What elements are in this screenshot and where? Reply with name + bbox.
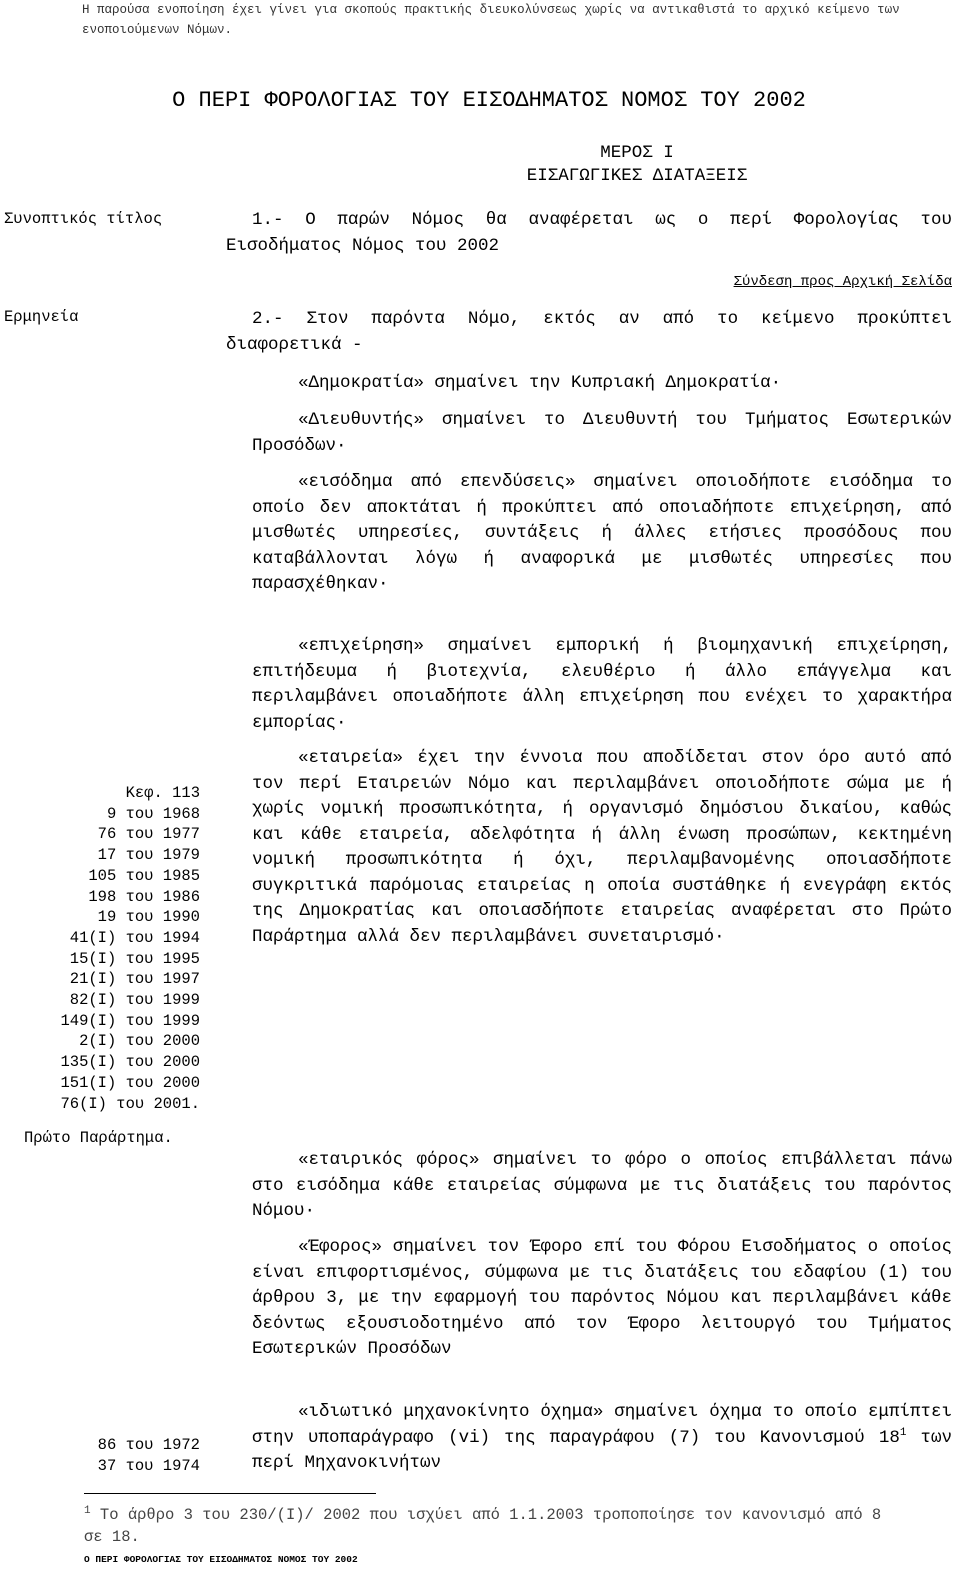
law-reference: 135(Ι) του 2000	[60, 1053, 200, 1072]
law-reference: 105 του 1985	[88, 866, 200, 885]
footnote	[84, 1500, 884, 1548]
law-reference: 41(Ι) του 1994	[69, 928, 200, 947]
law-reference: 198 του 1986	[88, 887, 200, 906]
law-reference: 76 του 1977	[97, 825, 200, 844]
page-footer: Ο ΠΕΡΙ ΦΟΡΟΛΟΓΙΑΣ ΤΟΥ ΕΙΣΟΔΗΜΑΤΟΣ ΝΟΜΟΣ ΤΟΥ 2002	[84, 1554, 358, 1565]
margin-note-first-schedule: Πρώτο Παράρτημα.	[24, 1129, 173, 1147]
footnote-reference[interactable]: 1	[899, 1426, 907, 1439]
footnote-text: Το άρθρο 3 του 230/(Ι)/ 2002 που ισχύει από 1.1.2003 τροποποίησε τον κανονισμό από 8 σε 18.	[84, 1506, 882, 1547]
law-reference: 15(Ι) του 1995	[69, 949, 200, 968]
footnote-divider	[84, 1493, 376, 1494]
law-reference: 19 του 1990	[97, 908, 200, 927]
law-title: Ο ΠΕΡΙ ΦΟΡΟΛΟΓΙΑΣ ΤΟΥ ΕΙΣΟΔΗΜΑΤΟΣ ΝΟΜΟΣ ΤΟΥ 2002	[172, 88, 806, 113]
part-heading: ΕΙΣΑΓΩΓΙΚΕΣ ΔΙΑΤΑΞΕΙΣ	[526, 166, 748, 186]
definition-company: «εταιρεία» έχει την έννοια που αποδίδεται στον όρο αυτό από τον περί Εταιρειών Νόμο και περιλαμβάνει οποιοδήποτε σώμα με ή χωρίς νομική προσωπικότητα, ή οργανισμό δημόσιου δικαίου, καθώς και κάθε εταιρεία, αδελφότητα ή άλλη ένωση προσώπων, κεκτημένη νομική προσωπικότητα ή όχι, περιλαμβανομένης οποιασδήποτε συγκριτικά παρόμοιας εταιρείας η οποία συστάθηκε ή ενεγράφη εκτός της Δημοκρατίας και οποιασδήποτε εταιρείας αναφέρεται στο Πρώτο Παράρτημα αλλά δεν περιλαμβάνει συνεταιρισμό·	[252, 748, 952, 947]
law-reference: 37 του 1974	[97, 1456, 200, 1475]
definition-business: «επιχείρηση» σημαίνει εμπορική ή βιομηχανική επιχείρηση, επιτήδευμα ή βιοτεχνία, ελευθέριο ή άλλο επάγγελμα και περιλαμβάνει οποιαδήποτε άλλη επιχείρηση που ενέχει το χαρακτήρα εμπορίας·	[252, 636, 952, 733]
definition-private-car	[252, 1400, 952, 1477]
law-reference: 2(Ι) του 2000	[79, 1032, 200, 1051]
law-reference: 151(Ι) του 2000	[60, 1073, 200, 1092]
definition-private-car-text: «ιδιωτικό μηχανοκίνητο όχημα» σημαίνει όχημα το οποίο εμπίπτει στην υποπαράγραφο (vi) της παραγράφου (7) του Κανονισμού 18	[252, 1402, 952, 1448]
definition-corporate-tax: «εταιρικός φόρος» σημαίνει το φόρο ο οποίος επιβάλλεται πάνω στο εισόδημα κάθε εταιρείας σύμφωνα με τις διατάξεις του παρόντος Νόμου·	[252, 1150, 952, 1221]
motor-laws-list	[10, 1435, 200, 1476]
section-1-text: 1.- Ο παρών Νόμος θα αναφέρεται ως ο περί Φορολογίας του Εισοδήματος Νόμος του 2002	[226, 210, 952, 256]
margin-note-interpretation: Ερμηνεία	[4, 308, 79, 326]
definition-democracy: «Δημοκρατία» σημαίνει την Κυπριακή Δημοκρατία·	[298, 373, 782, 393]
consolidation-disclaimer: Η παρούσα ενοποίηση έχει γίνει για σκοπούς πρακτικής διευκολύνσεως χωρίς να αντικαθιστά το αρχικό κείμενο των ενοποιούμενων Νόμων.	[82, 3, 900, 37]
definition-director: «Διευθυντής» σημαίνει το Διευθυντή του Τμήματος Εσωτερικών Προσόδων·	[252, 410, 952, 456]
law-reference: Κεφ. 113	[125, 784, 200, 802]
law-reference: 9 του 1968	[106, 804, 200, 823]
definition-investment-income: «εισόδημα από επενδύσεις» σημαίνει οποιοδήποτε εισόδημα το οποίο δεν αποκτάται ή προκύπτει από οποιαδήποτε επιχείρηση, από μισθωτές υπηρεσίες, συντάξεις ή άλλες ετήσιες προσόδους που καταβάλλονται λόγω ή αναφορικά με μισθωτές υπηρεσίες που παρασχέθηκαν·	[252, 472, 952, 594]
law-reference: 149(Ι) του 1999	[60, 1011, 200, 1030]
definition-private-car-tail: των περί Μηχανοκινήτων	[252, 1427, 952, 1473]
law-reference: 21(Ι) του 1997	[69, 970, 200, 989]
footnote-mark: 1	[84, 1505, 91, 1517]
margin-note-short-title: Συνοπτικός τίτλος	[4, 210, 163, 228]
legislative-history-list	[10, 783, 200, 1114]
law-reference: 76(Ι) του 2001.	[60, 1094, 200, 1113]
law-reference: 17 του 1979	[97, 846, 200, 865]
definition-commissioner: «Έφορος» σημαίνει τον Έφορο επί του Φόρου Εισοδήματος ο οποίος είναι επιφορτισμένος, σύμφωνα με τις διατάξεις του εδαφίου (1) του άρθρου 3, με την εφαρμογή του παρόντος Νόμου και περιλαμβάνει κάθε δεόντως εξουσιοδοτημένο από τον Έφορο λειτουργό του Τμήματος Εσωτερικών Προσόδων	[252, 1237, 952, 1359]
section-2-intro: 2.- Στον παρόντα Νόμο, εκτός αν από το κείμενο προκύπτει διαφορετικά -	[226, 309, 952, 355]
part-label: ΜΕΡΟΣ Ι	[600, 143, 674, 163]
law-reference: 82(Ι) του 1999	[69, 991, 200, 1010]
home-page-link[interactable]: Σύνδεση προς Αρχική Σελίδα	[733, 274, 952, 290]
law-reference: 86 του 1972	[97, 1436, 200, 1454]
